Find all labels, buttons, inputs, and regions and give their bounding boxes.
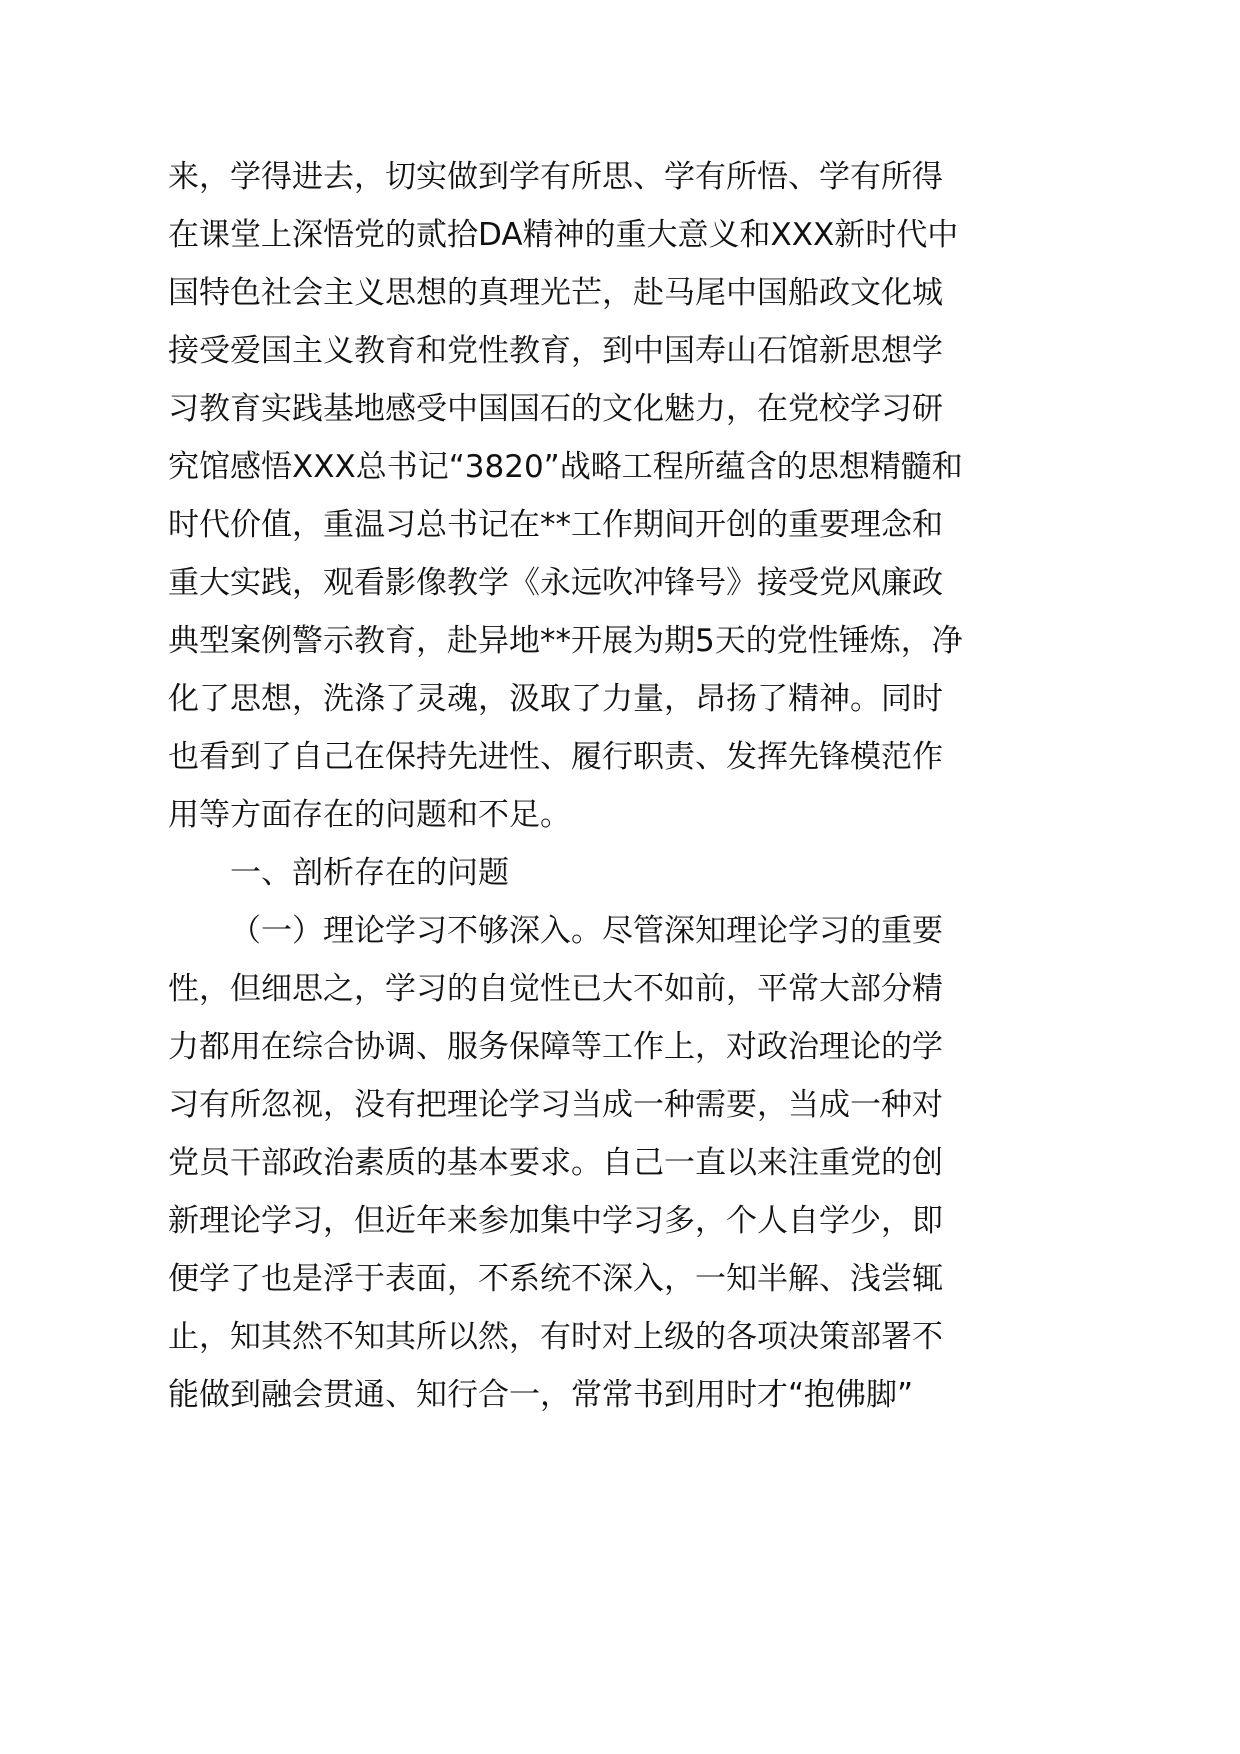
body-line: 来，学得进去，切实做到学有所思、学有所悟、学有所得 (168, 159, 943, 195)
document-body (168, 148, 963, 1424)
body-line: 时代价值，重温习总书记在**工作期间开创的重要理念和 (168, 507, 943, 543)
body-line: 接受爱国主义教育和党性教育，到中国寿山石馆新思想学 (168, 333, 943, 369)
body-line: 国特色社会主义思想的真理光芒，赴马尾中国船政文化城 (168, 275, 943, 311)
body-line: 用等方面存在的问题和不足。 (168, 797, 571, 833)
body-line: 新理论学习，但近年来参加集中学习多，个人自学少，即 (168, 1203, 943, 1239)
body-line: 止，知其然不知其所以然，有时对上级的各项决策部署不 (168, 1319, 943, 1355)
body-line: 究馆感悟XXX总书记“3820”战略工程所蕴含的思想精髓和 (168, 449, 963, 485)
body-line: 性，但细思之，学习的自觉性已大不如前，平常大部分精 (168, 971, 943, 1007)
subsection-first-line: （一）理论学习不够深入。尽管深知理论学习的重要 (230, 913, 943, 949)
body-line: 化了思想，洗涤了灵魂，汲取了力量，昂扬了精神。同时 (168, 681, 943, 717)
body-line: 便学了也是浮于表面，不系统不深入，一知半解、浅尝辄 (168, 1261, 943, 1297)
body-line: 力都用在综合协调、服务保障等工作上，对政治理论的学 (168, 1029, 943, 1065)
body-line: 重大实践，观看影像教学《永远吹冲锋号》接受党风廉政 (168, 565, 943, 601)
body-line: 能做到融会贯通、知行合一，常常书到用时才“抱佛脚” (168, 1377, 914, 1413)
body-line: 党员干部政治素质的基本要求。自己一直以来注重党的创 (168, 1145, 943, 1181)
body-line: 典型案例警示教育，赴异地**开展为期5天的党性锤炼，净 (168, 623, 963, 659)
body-line: 也看到了自己在保持先进性、履行职责、发挥先锋模范作 (168, 739, 943, 775)
body-line: 习教育实践基地感受中国国石的文化魅力，在党校学习研 (168, 391, 943, 427)
section-heading: 一、剖析存在的问题 (230, 855, 509, 891)
body-line: 习有所忽视，没有把理论学习当成一种需要，当成一种对 (168, 1087, 943, 1123)
body-line: 在课堂上深悟党的贰拾DA精神的重大意义和XXX新时代中 (168, 217, 959, 253)
